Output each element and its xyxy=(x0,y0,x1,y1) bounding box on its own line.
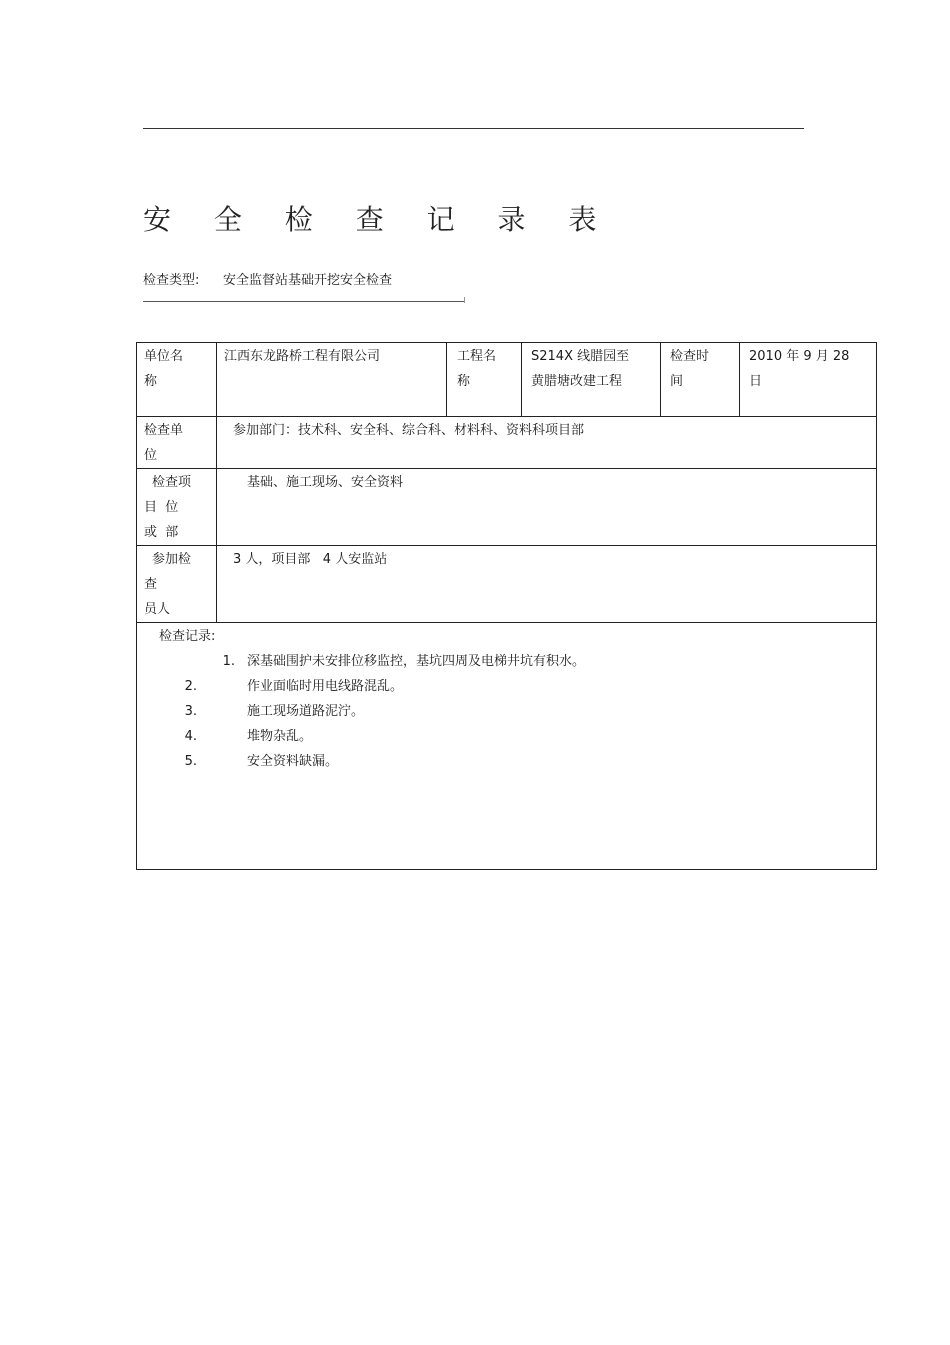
record-text: 深基础围护未安排位移监控，基坑四周及电梯井坑有积水。 xyxy=(247,654,586,669)
table-row-header xyxy=(137,343,877,417)
list-item xyxy=(137,749,876,774)
inspection-record-table xyxy=(136,342,877,870)
record-number: 5. xyxy=(184,754,197,769)
record-text: 施工现场道路泥泞。 xyxy=(247,704,365,719)
check-item-value: 基础、施工现场、安全资料 xyxy=(217,469,877,546)
record-number: 1. xyxy=(222,654,235,669)
inspection-type-underline-end xyxy=(464,297,465,303)
participants-value: 3 人，项目部 4 人安监站 xyxy=(217,546,877,623)
table-row-records xyxy=(137,623,877,870)
unit-name-label: 单位名 称 xyxy=(137,343,217,417)
inspection-type-underline xyxy=(143,301,464,302)
check-unit-label: 检查单 位 xyxy=(137,417,217,469)
check-time-value: 2010 年 9 月 28 日 xyxy=(740,343,877,417)
project-name-value: S214X 线腊园至 黄腊塘改建工程 xyxy=(522,343,661,417)
record-text: 堆物杂乱。 xyxy=(247,729,313,744)
list-item xyxy=(137,674,876,699)
record-number: 2. xyxy=(184,679,197,694)
record-text: 作业面临时用电线路混乱。 xyxy=(247,679,404,694)
list-item xyxy=(137,699,876,724)
record-number: 4. xyxy=(184,729,197,744)
table-row-check-item xyxy=(137,469,877,546)
top-rule xyxy=(143,128,804,129)
participants-label: 参加检 查 员人 xyxy=(137,546,217,623)
unit-name-value: 江西东龙路桥工程有限公司 xyxy=(217,343,447,417)
table-row-check-unit xyxy=(137,417,877,469)
check-unit-value: 参加部门：技术科、安全科、综合科、材料科、资料科项目部 xyxy=(217,417,877,469)
inspection-records-cell xyxy=(137,623,877,870)
records-label: 检查记录: xyxy=(159,629,216,644)
page-title: 安 全 检 查 记 录 表 xyxy=(143,203,614,236)
table-row-participants xyxy=(137,546,877,623)
inspection-type-label: 检查类型: xyxy=(143,273,200,288)
inspection-type-value: 安全监督站基础开挖安全检查 xyxy=(223,273,393,288)
check-time-label: 检查时 间 xyxy=(661,343,740,417)
record-text: 安全资料缺漏。 xyxy=(247,754,339,769)
check-item-label: 检查项 目 位 或 部 xyxy=(137,469,217,546)
inspection-type xyxy=(143,269,392,288)
project-name-label: 工程名 称 xyxy=(447,343,522,417)
list-item xyxy=(137,649,876,674)
list-item xyxy=(137,724,876,749)
record-number: 3. xyxy=(184,704,197,719)
